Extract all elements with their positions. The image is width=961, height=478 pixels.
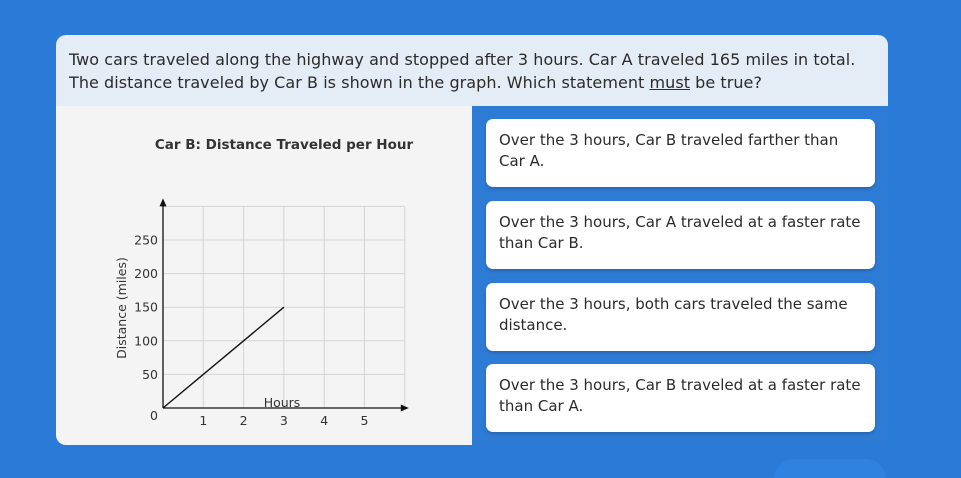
question-prompt [56, 35, 888, 106]
answer-option-3[interactable]: Over the 3 hours, both cars traveled the same distance. [486, 283, 875, 351]
chart-series [163, 307, 284, 408]
answer-option-1[interactable]: Over the 3 hours, Car B traveled farther than Car A. [486, 119, 875, 187]
chart-title: Car B: Distance Traveled per Hour [154, 137, 414, 153]
series-line-car-b [163, 307, 284, 408]
y-axis-arrow [160, 198, 167, 206]
x-tick-label: 5 [360, 413, 369, 428]
y-tick-label: 150 [134, 299, 158, 315]
y-tick-label: 100 [134, 333, 158, 349]
x-tick-label: 1 [199, 413, 208, 428]
y-tick-label: 250 [134, 232, 158, 248]
answer-options [472, 106, 888, 445]
y-axis-label: Distance (miles) [114, 257, 129, 359]
question-card [56, 35, 888, 445]
y-tick-label: 50 [142, 366, 158, 382]
y-tick-label: 200 [134, 266, 158, 282]
question-text-end: be true? [690, 73, 762, 92]
x-tick-label: 3 [279, 413, 288, 428]
chart-ticks [134, 233, 368, 429]
x-tick-label: 2 [239, 413, 248, 428]
question-emphasis: must [649, 73, 691, 92]
next-button[interactable] [774, 459, 886, 478]
answer-option-4[interactable]: Over the 3 hours, Car B traveled at a faster rate than Car A. [486, 364, 875, 432]
graph-panel [56, 106, 472, 445]
origin-label: 0 [150, 408, 158, 423]
x-axis-label: Hours [263, 395, 301, 410]
question-text: Two cars traveled along the highway and stopped after 3 hours. Car A traveled 165 miles in total. The distance traveled by Car B is shown in the graph. Which statement [69, 50, 856, 92]
x-tick-label: 4 [320, 413, 329, 428]
distance-chart [56, 106, 472, 445]
answer-option-2[interactable]: Over the 3 hours, Car A traveled at a faster rate than Car B. [486, 201, 875, 269]
